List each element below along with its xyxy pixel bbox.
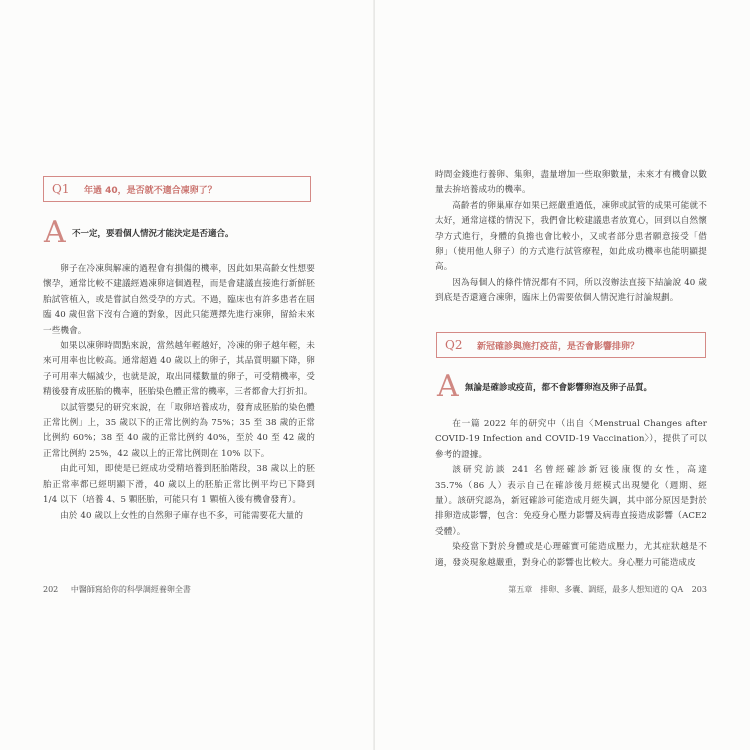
answer-summary: 無論是確診或疫苗，都不會影響卵泡及卵子品質。 (465, 383, 653, 393)
paragraph: 如果以凍卵時間點來說，當然越年輕越好，冷凍的卵子越年輕，未來可用率也比較高。通常超過 40 歲以上的卵子，其品質明顯下降，卵子可用率大幅減少，也就是說，取出同樣數量的卵子，可受精機率，受精後發育成胚胎的機率，胚胎染色體正常的機率，三者都會大打折扣。 (43, 341, 315, 398)
paragraph: 時間金錢進行養卵、集卵，盡量增加一些取卵數量，未來才有機會以數量去拚培養成功的機率。 (435, 170, 707, 196)
question-text: 年過 40，是否就不適合凍卵了？ (84, 185, 217, 196)
paragraph: 以試管嬰兒的研究來說，在「取卵培養成功，發育成胚胎的染色體正常比例」上，35 歲以下的正常比例約為 75%；35 至 38 歲的正常比例約 60%；38 至 40 歲的正常比例約 40%，至於 40 至 42 歲的正常比例約 25%，42 歲以上的正常比例則在 10% 以下。 (43, 402, 315, 459)
paragraph: 高齡者的卵巢庫存如果已經嚴重過低，凍卵或試管的成果可能就不太好，通常這樣的情況下，我們會比較建議患者放寬心，回到以自然懷孕方式進行，身體的負擔也會比較小，又或者部分患者願意接受「借卵」（使用他人卵子）的方式進行試管療程，如此成功機率也能明顯提高。 (435, 200, 707, 273)
page-number: 203 (691, 585, 707, 594)
question-number: Q2 (445, 338, 463, 352)
answer-letter: A (44, 215, 66, 250)
paragraph: 因為每個人的條件情況都有不同，所以沒辦法直接下結論說 40 歲到底是否還適合凍卵，臨床上仍需要依個人情況進行討論規劃。 (435, 277, 707, 304)
question-text: 新冠確診與施打疫苗，是否會影響排卵？ (477, 341, 640, 352)
question-number: Q1 (52, 182, 70, 196)
right-page (375, 0, 750, 750)
body-text-bottom (435, 417, 707, 571)
book-title: 中醫師寫給你的科學調經養卵全書 (70, 585, 191, 594)
paragraph: 在一篇 2022 年的研究中（出自〈Menstrual Changes after COVID-19 Infection and COVID-19 Vaccination〉），提供了可以參考的證據。 (435, 419, 707, 460)
question-box-q1 (43, 176, 311, 202)
paragraph: 由此可知，即使是已經成功受精培養到胚胎階段，38 歲以上的胚胎正常率都已經明顯下滑，40 歲以上的胚胎正常比例平均已下降到 1/4 以下（培養 4、5 顆胚胎，可能只有 1 顆植入後有機會發育）。 (43, 464, 315, 506)
answer-letter: A (437, 369, 459, 404)
paragraph: 該研究訪談 241 名曾經確診新冠後康復的女性，高達 35.7%（86 人）表示自己在確診後月經模式出現變化（週期、經量）。該研究認為，新冠確診可能造成月經失調，其中部分原因是對於排卵造成影響，包含：免疫身心壓力影響及病毒直接造成影響（ACE2 受體）。 (435, 465, 707, 537)
paragraph: 卵子在冷凍與解凍的過程會有損傷的機率，因此如果高齡女性想要懷孕，通常比較不建議經過凍卵這個過程，而是會建議直接進行新鮮胚胎試管植入，或是嘗試自然受孕的方式。不過，臨床也有許多患者在屆臨 40 歲但當下沒有合適的對象，因此只能選擇先進行凍卵，留給未來一些機會。 (43, 264, 315, 336)
paragraph: 染疫當下對於身體或是心理確實可能造成壓力，尤其症狀越是不適，發炎現象越嚴重，對身心的影響也比較大。身心壓力可能造成皮 (435, 542, 707, 568)
body-text-top (435, 168, 707, 307)
answer-summary: 不一定，要看個人情況才能決定是否適合。 (72, 229, 234, 239)
answer-heading (437, 369, 653, 404)
chapter-title: 第五章 排卵、多囊、調經，最多人想知道的 QA (508, 585, 684, 594)
footer-right (508, 584, 707, 595)
page-number: 202 (43, 585, 59, 594)
body-text (43, 262, 315, 524)
footer-left (43, 584, 191, 595)
paragraph: 由於 40 歲以上女性的自然卵子庫存也不多，可能需要花大量的 (60, 510, 304, 521)
answer-heading (44, 215, 234, 250)
question-box-q2 (436, 332, 706, 358)
